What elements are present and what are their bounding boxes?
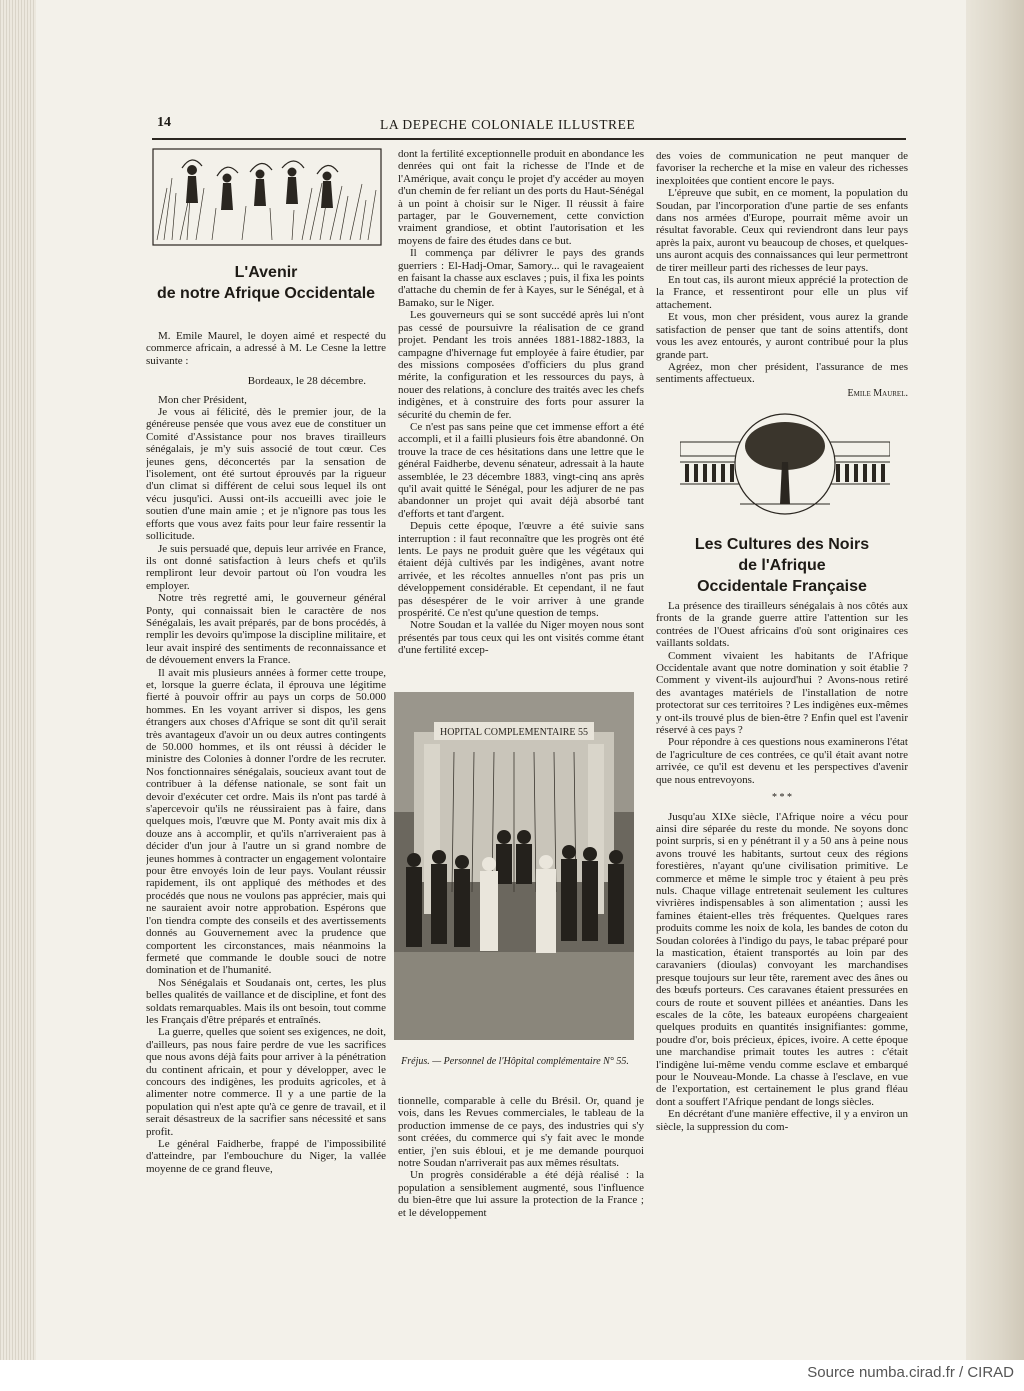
article1-paragraph: L'épreuve que subit, en ce moment, la population du Soudan, par l'incorporation d'une partie de ses enfants dans nos armées d'Europe, pourrait même avoir un résultat favorable. Ceux qui reviendront dans leur pays après la paix, auront vu beaucoup de choses, et quelques-uns auront acquis des connaissances qui leur permettront de tirer meilleur parti des richesses de leur pays. (656, 187, 908, 274)
article1-title-line1: L'Avenir (234, 264, 298, 281)
article1-paragraph: Agréez, mon cher président, l'assurance de mes sentiments affectueux. (656, 360, 908, 386)
book-edge-left (0, 0, 36, 1360)
article2-column (656, 600, 908, 1265)
article2-paragraph: Pour répondre à ces questions nous examinerons l'état de l'agriculture de ces contrées, ce qu'il était avant notre arrivée, ce qu'il est devenu et les perspectives d'avenir que nous entrevoyons. (656, 736, 908, 786)
article1-title (146, 262, 386, 304)
article1-intro: M. Emile Maurel, le doyen aimé et respecté du commerce africain, a adressé à M. Le Cesne la lettre suivante : (146, 330, 386, 367)
article2-title-line3: Occidentale Française (697, 578, 867, 595)
photo-caption: Fréjus. — Personnel de l'Hôpital complémentaire N° 55. (401, 1056, 629, 1067)
hospital-photo-image (394, 692, 634, 1040)
article1-paragraph: La guerre, quelles que soient ses exigences, ne doit, d'ailleurs, pas nous faire perdre de vue les sacrifices que nous avons déjà faits pour arriver à la pénétration du continent africain, et pour y développer, avec le concours des indigènes, les produits agricoles, et à alimenter notre commerce. Il y a une partie de la population qui n'est apte qu'à ce genre de travail, et il serait désastreux de la sacrifier sans nécessité et sans profit. (146, 1026, 386, 1138)
article1-paragraph: Depuis cette époque, l'œuvre a été suivie sans interruption : il faut reconnaître que les progrès ont été lents. Le pays ne produit guère que les végétaux qui étaient déjà cultivés par les indigènes, avant notre arrivée, et les récoltes annuelles n'ont pas pris un développement considérable. Et cependant, il ne faut pas désespérer de le voir arriver à une grande prospérité. Ce n'est qu'une question de temps. (398, 520, 644, 620)
article1-paragraph: Ce n'est pas sans peine que cet immense effort a été accompli, et il a failli plusieurs fois être abandonné. On trouve la trace de ces hésitations dans une lettre que le général Faidherbe, devenu sénateur, adressait à la haute assemblée, le 23 décembre 1883, vingt-cinq ans après qu'il avait quitté le Sénégal, pour les adjurer de ne pas abandonner un projet qui avait déjà absorbé tant d'efforts et tant d'argent. (398, 420, 644, 520)
article2-paragraph: En décrétant d'une manière effective, il y a environ un siècle, la suppression du com- (656, 1108, 908, 1133)
article1-paragraph: Je suis persuadé que, depuis leur arrivée en France, ils ont donné satisfaction à leurs chefs et qu'ils rempliront leur devoir partout où l'on voudra les employer. (146, 542, 386, 592)
article1-paragraph: Un progrès considérable a été déjà réalisé : la population a sensiblement augmenté, sous l'influence du bien-être que lui assure la protection de la France ; et le développement (398, 1169, 644, 1219)
article1-paragraph: Il avait mis plusieurs années à former cette troupe, et, lorsque la guerre éclata, il éprouva une légitime fierté à pouvoir offrir au pays un corps de 50.000 hommes. En les voyant arriver si dispos, les gens étrangers aux choses d'Afrique se sont dit qu'il serait très avantageux d'avoir un ou deux autres contingents de 50.000 hommes, et ils ont réussi à décider le ministre des Colonies à donner l'ordre de les recruter. Nos fonctionnaires sénégalais, soucieux avant tout de contribuer à la défense nationale, se sont fait un devoir d'exécuter cet ordre. Mais ils n'ont pas tardé à s'apercevoir qu'ils ne réussiraient pas à faire, dans quelques mois, l'œuvre que M. Ponty avait mis dix à douze ans à accomplir, et qu'ils n'arriveraient pas à décider d'un jour à l'autre un si grand nombre de jeunes hommes à contracter un engagement volontaire pour être envoyés loin de leur pays. Voulant réussir rapidement, ils ont appliqué des méthodes et des procédés que nous ne voulons pas apprécier, mais qui ne sauraient avoir notre approbation. Espérons que l'on tiendra compte des conseils et des avertissements donnés au Gouvernement avec la prudence que comportent les circonstances, mais néanmoins la fermeté que commande le double souci de notre domination et de l'humanité. (146, 666, 386, 977)
article1-column3 (656, 150, 908, 408)
source-credit[interactable]: Source numba.cirad.fr / CIRAD (807, 1364, 1014, 1381)
article1-paragraph: Les gouverneurs qui se sont succédé après lui n'ont pas cessé de poursuivre la réalisation de ce grand projet. Pendant les trois années 1881-1882-1883, la campagne d'hivernage fut employée à faire étudier, par des missions composées d'officiers du plus grand mérite, la configuration et les ressources du pays, à nouer des relations, à conclure des traités avec les chefs indigènes, et à construire des forts pour assurer la sécurité du chemin de fer. (398, 309, 644, 421)
article1-signature: Emile Maurel. (847, 387, 908, 399)
book-edge-right (966, 0, 1024, 1360)
article1-paragraph: tionnelle, comparable à celle du Brésil. Or, quand je vois, dans les Revues commerciales, le tableau de la production immense de ce pays, des industries qui s'y sont créées, du commerce qui s'y fait avec le monde entier, j'en suis ébloui, et je me demande pourquoi notre Soudan n'arriverait pas aux mêmes résultats. (398, 1095, 644, 1170)
article1-paragraph: En tout cas, ils auront mieux apprécié la protection de la France, et ressentiront pour elle un plus vif attachement. (656, 274, 908, 311)
harvest-vignette-icon (152, 148, 382, 246)
article2-title-line1: Les Cultures des Noirs (694, 536, 870, 553)
running-head: LA DEPECHE COLONIALE ILLUSTREE (380, 117, 636, 132)
article1-paragraph: Et vous, mon cher président, vous aurez la grande satisfaction de penser que tant de soins attentifs, dont vous les avez entourés, y auront contribué pour la plus grande part. (656, 311, 908, 361)
article2-paragraph: Comment vivaient les habitants de l'Afrique Occidentale avant que notre domination y soit établie ? Comment y vivent-ils aujourd'hui ? Avons-nous retiré des avantages matériels de l'installation de notre protectorat sur ces territoires ? Les indigènes eux-mêmes y ont-ils trouvé plus de bien-être ? Enfin quel est l'avenir réservé à ces pays ? (656, 649, 908, 737)
article1-title-line2: de notre Afrique Occidentale (156, 285, 376, 302)
article2-title-line2: de l'Afrique (738, 557, 826, 574)
hospital-sign-text: HOPITAL COMPLEMENTAIRE 55 (439, 727, 589, 738)
article1-paragraph: Notre très regretté ami, le gouverneur général Ponty, qui connaissait bien le caractère de nos Sénégalais, les avait préparés, par de bons procédés, à remplir les devoirs qu'impose la discipline militaire, et leur avait inspiré des sentiments de reconnaissance et de dévouement envers la France. (146, 592, 386, 667)
page-number: 14 (157, 115, 171, 130)
article2-title (656, 534, 908, 597)
hospital-photo (394, 692, 634, 1040)
article2-paragraph: La présence des tirailleurs sénégalais à nos côtés aux fronts de la grande guerre attire l'attention sur les contrées de l'Ouest africains d'où sont originaires ces vaillants soldats. (656, 600, 908, 650)
header-rule (152, 138, 906, 140)
article1-place-date: Bordeaux, le 28 décembre. (247, 375, 366, 388)
article1-column2-continued (398, 1095, 644, 1265)
article1-column1 (146, 330, 386, 1265)
article1-paragraph: Le général Faidherbe, frappé de l'impossibilité d'atteindre, par l'embouchure du Niger, la vallée moyenne de ce grand fleuve, (146, 1138, 386, 1175)
article1-paragraph: dont la fertilité exceptionnelle produit en abondance les denrées qui ont fait la richesse de l'Inde et de l'Amérique, avait conçu le projet d'y accéder au moyen d'un chemin de fer reliant un des ports du Haut-Sénégal à un point à choisir sur le Niger. Il réussit à faire partager, par le Gouvernement, cette conviction vraiment grandiose, et obtint l'autorisation et les moyens de faire des études dans ce but. (398, 148, 644, 247)
article1-paragraph: Je vous ai félicité, dès le premier jour, de la généreuse pensée que vous avez eue de constituer un Comité d'Assistance pour nos braves tirailleurs sénégalais, je m'y suis associé de tout cœur. Ces jeunes gens, déconcertés par la sensation de l'isolement, ont été surtout éprouvés par la rigueur d'un climat si différent de celui sous lequel ils ont vécu jusqu'ici. Aussi ont-ils accueilli avec joie le soutien d'une main amie ; et je n'ignore pas tous les efforts que vous avez faits pour leur faire ressentir la sollicitude. (146, 406, 386, 543)
article1-paragraph: des voies de communication ne peut manquer de favoriser la recherche et la mise en valeur des richesses inexploitées que contient encore le pays. (656, 150, 908, 187)
article1-paragraph: Nos Sénégalais et Soudanais ont, certes, les plus belles qualités de vaillance et de discipline, et font des soldats remarquables. Mais ils ont besoin, tout comme les Français d'être préparés et entraînés. (146, 976, 386, 1026)
section-stars: * * * (772, 792, 792, 804)
article1-paragraph: Il commença par délivrer le pays des grands guerriers : El-Hadj-Omar, Samory... qui le ravageaient en faisant la chasse aux esclaves ; puis, il fixa les points d'attache du chemin de fer à Kayes, sur le Sénégal, et à Bamako, sur le Niger. (398, 247, 644, 309)
article1-column2 (398, 148, 644, 668)
tree-vignette-icon (680, 412, 890, 516)
article1-salutation: Mon cher Président, (158, 393, 247, 406)
article2-paragraph: Jusqu'au XIXe siècle, l'Afrique noire a vécu pour ainsi dire séparée du reste du monde. Ne soyons donc point surpris, si en y pénétrant il y a 50 ans à peine nous avons trouvé les habitants, surtout ceux des régions forestières, n'ayant qu'une civilisation primitive. Le commerce et même le simple troc y étaient à peu près nuls. Chaque village entretenait seulement les cultures vivrières indispensables à son alimentation ; aussi les famines étaient-elles très fréquentes. Quelques rares produits comme les noix de kola, les bandes de coton du Soudan colorées à l'indigo du pays, le tabac préparé pour la mastication, étaient transportés au loin par des caravaniers (dioulas) convoyant les marchandises presque toujours sur leur tête, rarement avec des ânes ou des bœufs porteurs. Ces caravanes étaient pressurées en cours de route et souvent pillées et anéanties. Dans les escales de la côte, les bateaux européens chargeaient quelques produits en quantités insignifiantes: gomme, poudre d'or, bois précieux, épices, ivoire. A cette époque une marchandise primait toutes les autres : c'était l'indigène lui-même vendu comme esclave et embarqué pour le Nouveau-Monde. La chasse à l'esclave, en vue de l'exportation, est certainement le plus grand fléau dont a souffert l'Afrique pendant de longs siècles. (656, 810, 908, 1108)
article1-paragraph: Notre Soudan et la vallée du Niger moyen nous sont présentés par tous ceux qui les ont visités comme étant d'une fertilité excep- (398, 619, 644, 657)
